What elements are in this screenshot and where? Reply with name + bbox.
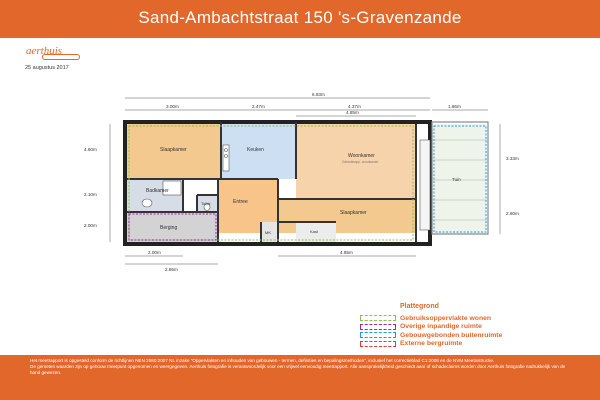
label-entree: Entree <box>233 199 248 205</box>
dim-top-b: 2.47m <box>252 104 265 109</box>
legend-label: Overige inpandige ruimte <box>400 323 482 331</box>
legend-item <box>360 340 502 349</box>
dim-top-e: 1.86m <box>448 104 461 109</box>
legend-item <box>360 323 502 332</box>
dim-bottom-a: 2.00m <box>148 250 161 255</box>
legend-label: Gebouwgebonden buitenruimte <box>400 331 503 339</box>
legend-title: Plattegrond <box>400 303 439 310</box>
legend <box>360 303 502 348</box>
label-mk: MK <box>265 230 271 235</box>
label-tuin: Tuin <box>452 177 461 182</box>
label-kast: Kast <box>310 229 319 234</box>
legend-item <box>360 314 502 323</box>
legend-label: Externe bergruimte <box>400 340 463 348</box>
label-slaapkamer-1: Slaapkamer <box>160 147 187 153</box>
label-toilet: Toilet <box>201 201 211 206</box>
logo-brand: aerthuis <box>26 45 63 57</box>
label-badkamer: Badkamer <box>146 188 169 194</box>
footer-text-2: De gemeten waarden zijn op gehouw meetpunt opgenomen en weergegeven. Aerthuis fotografie is verantwoordelijk voor een vrijwel eenvoudig meetrapport. Alle aansprakelijkheid geschiedt aan/ of schadeclaims worden door Aerthuis fotografie nadrukkelijk van de hand gewezen. <box>30 364 566 375</box>
legend-item <box>360 331 502 340</box>
dim-left-b: 2.10m <box>84 192 97 197</box>
footer-disclaimer <box>0 355 600 400</box>
dim-top-a: 3.00m <box>166 104 179 109</box>
legend-swatch <box>360 324 396 330</box>
legend-swatch <box>360 315 396 321</box>
dim-left-a: 4.60m <box>84 147 97 152</box>
dim-bottom-c: 4.85m <box>340 250 353 255</box>
dim-right-a: 3.33m <box>506 156 519 161</box>
label-slaapkamer-2: Slaapkamer <box>340 210 367 216</box>
label-keuken: Keuken <box>247 147 264 153</box>
dim-left-c: 2.00m <box>84 223 97 228</box>
footer-text-1: Het meetrapport is opgesteld conform de richtlijnen NEN 2580:2007 NL inzake "Oppervlakten en inhouden van gebouwen - termen, definities en bepalingsmethoden", inclusief het correctieblad C1:2008 en de NVM Meetinstructie. <box>30 358 495 363</box>
dim-top-d: 4.85m <box>346 110 359 115</box>
label-woonkamer-sub: Gebruiksopp. woonkamer <box>342 160 379 164</box>
dim-top-c: 4.37m <box>348 104 361 109</box>
dim-bottom-b: 2.86m <box>165 267 178 272</box>
legend-label: Gebruiksoppervlakte wonen <box>400 314 492 322</box>
page-title: Sand-Ambachtstraat 150 's-Gravenzande <box>138 8 462 27</box>
dim-right-b: 2.60m <box>506 211 519 216</box>
dim-top-total: 6.83m <box>312 92 325 97</box>
document-date: 25 augustus 2017 <box>25 65 69 71</box>
legend-swatch <box>360 332 396 338</box>
label-woonkamer: Woonkamer <box>348 153 375 159</box>
legend-swatch <box>360 341 396 347</box>
label-berging: Berging <box>160 225 178 231</box>
